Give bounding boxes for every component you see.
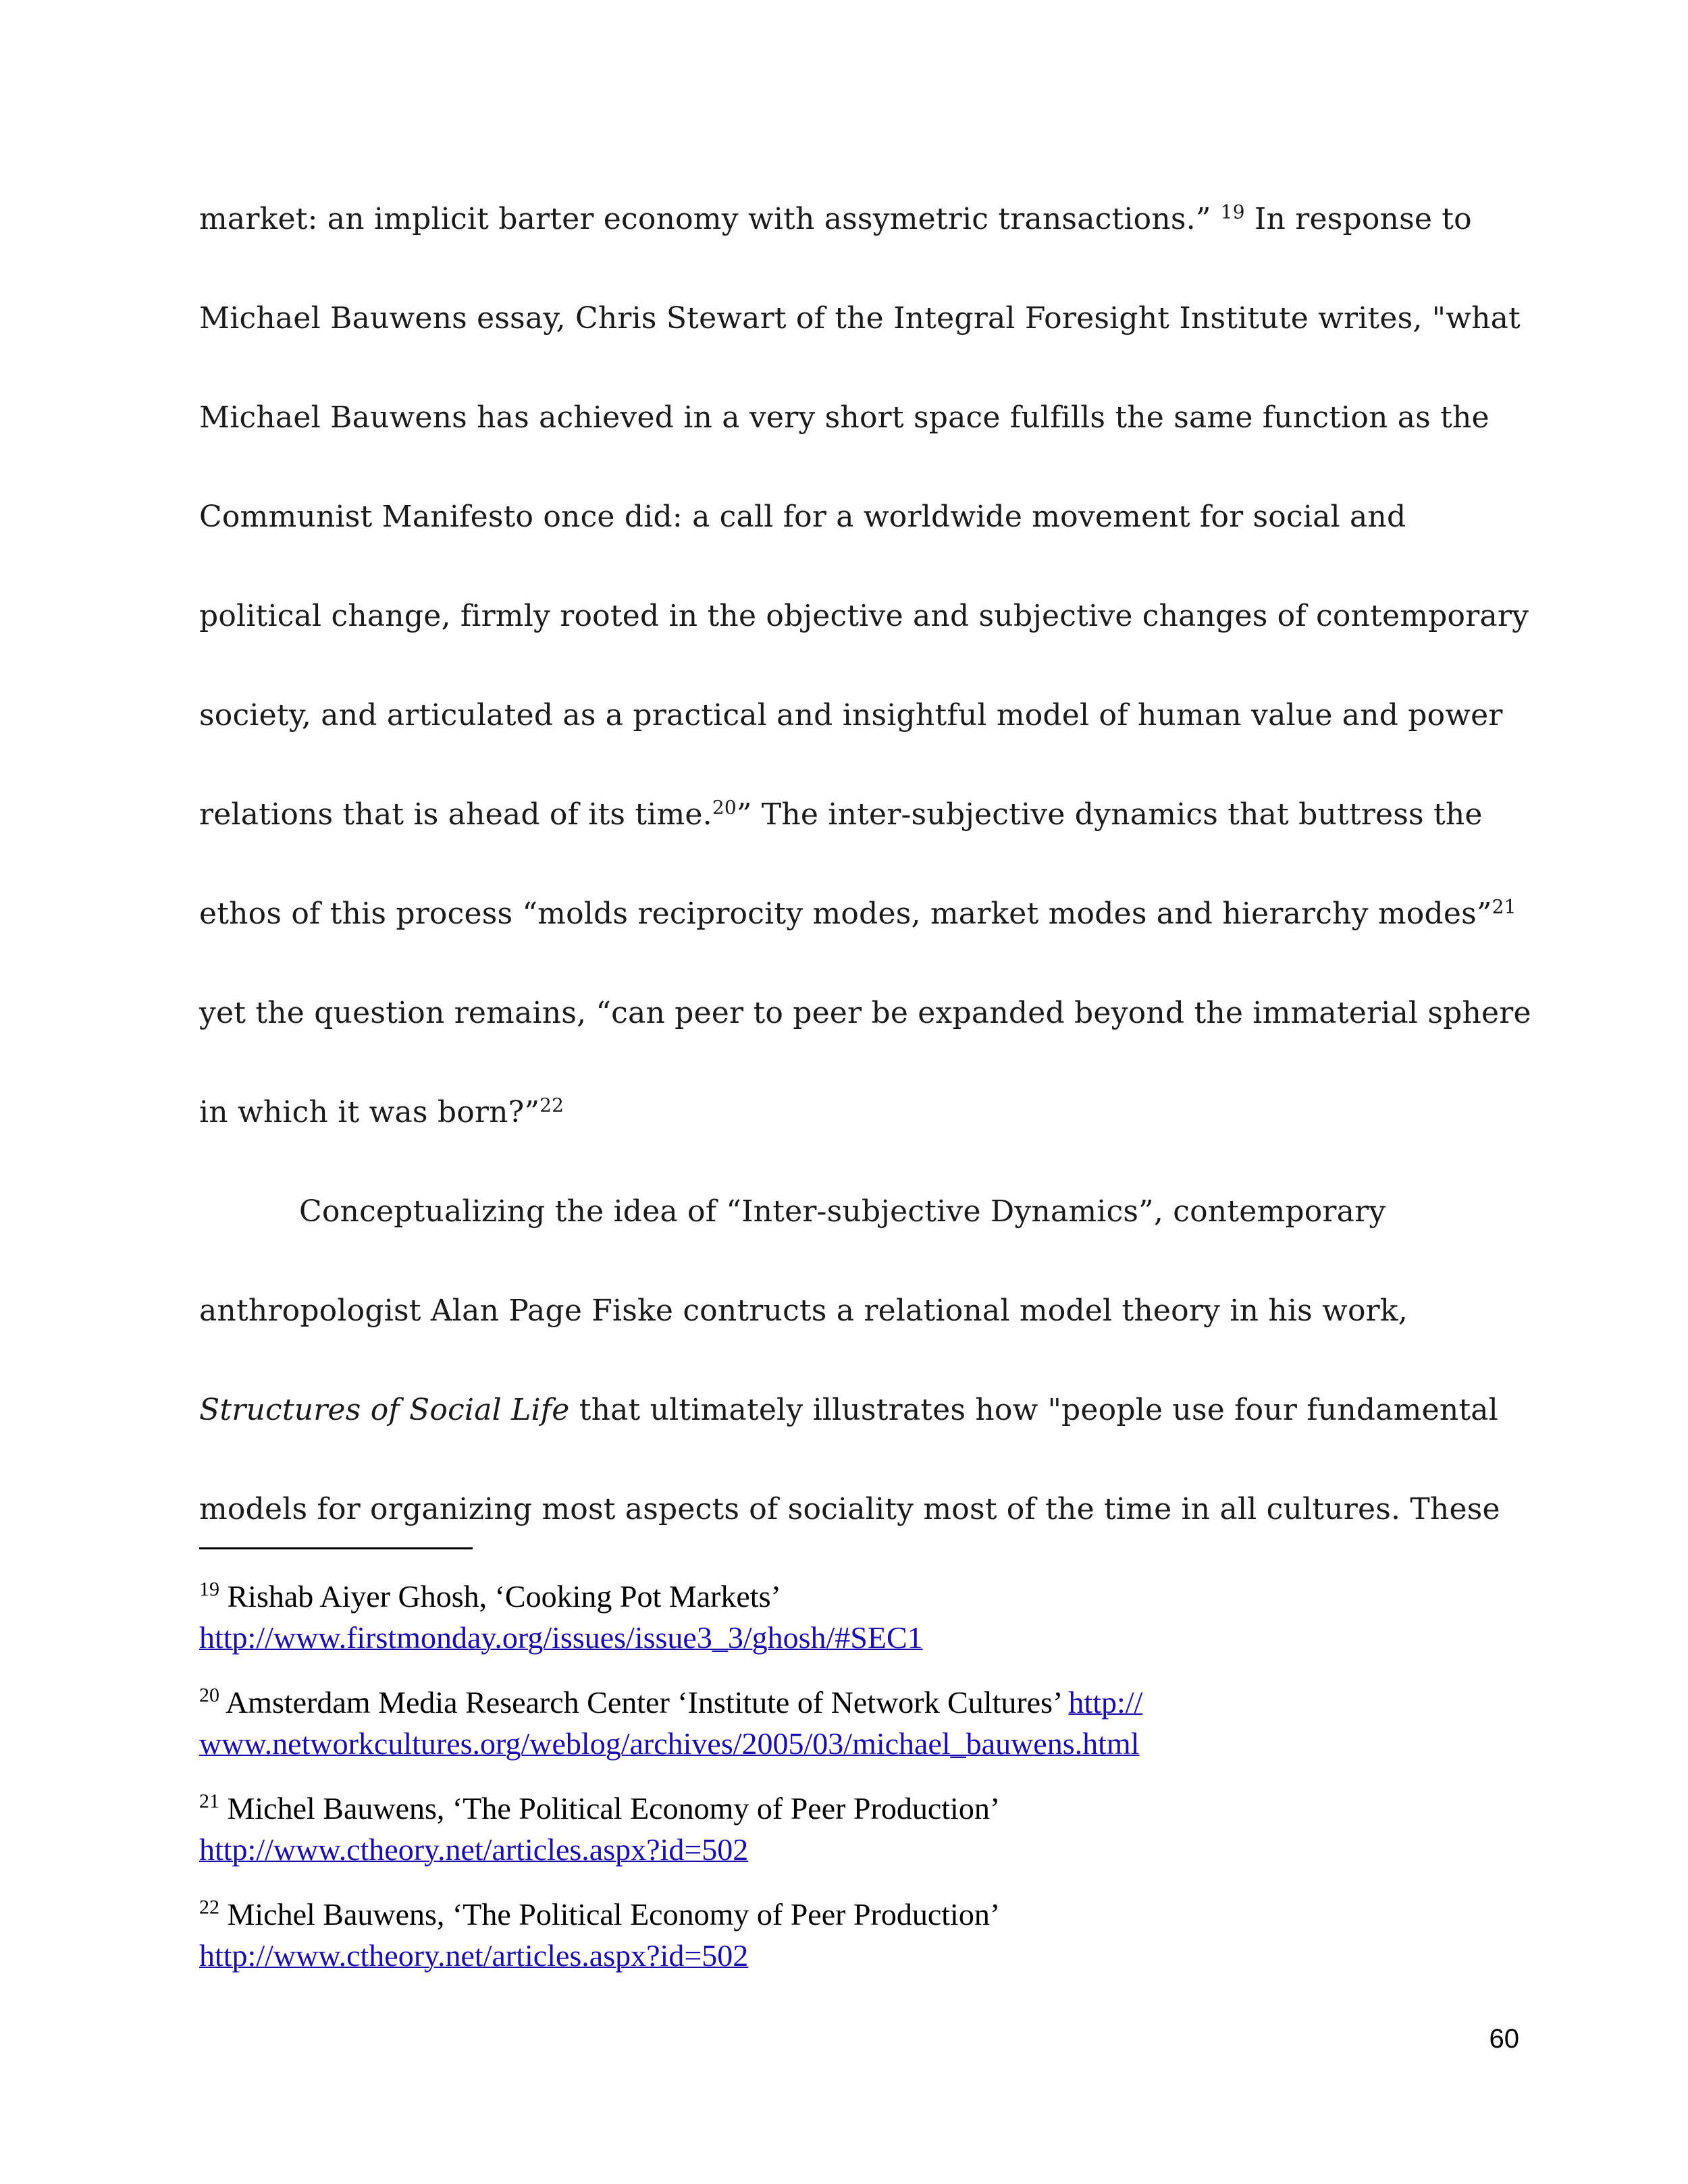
footnote-separator xyxy=(199,1547,473,1549)
body-line-5: political change, firmly rooted in the objective and subjective changes of contemporary xyxy=(199,599,1529,633)
page-number: 60 xyxy=(1489,2024,1519,2054)
footnote-text: Michel Bauwens, ‘The Political Economy of Peer Production’ xyxy=(219,1791,1001,1826)
footnote-ref-22[interactable]: 22 xyxy=(539,1094,564,1117)
footnote-number: 19 xyxy=(199,1578,219,1601)
footnote-link[interactable]: http://www.ctheory.net/articles.aspx?id=502 xyxy=(199,1832,749,1867)
body-text-span: that ultimately illustrates how "people use four fundamental xyxy=(569,1393,1498,1427)
body-text-span: ethos of this process “molds reciprocity modes, market modes and hierarchy modes” xyxy=(199,897,1492,931)
body-line-6: society, and articulated as a practical and insightful model of human value and power xyxy=(199,698,1503,733)
footnote-link[interactable]: http://www.ctheory.net/articles.aspx?id=502 xyxy=(199,1938,749,1973)
footnote-21-link-line xyxy=(199,1830,748,1870)
footnote-19 xyxy=(199,1576,781,1617)
footnote-22-link-line xyxy=(199,1936,748,1976)
body-line-11: Conceptualizing the idea of “Inter-subjective Dynamics”, contemporary xyxy=(299,1194,1386,1229)
footnote-text: Rishab Aiyer Ghosh, ‘Cooking Pot Markets’ xyxy=(219,1579,781,1614)
footnote-text: Michel Bauwens, ‘The Political Economy of Peer Production’ xyxy=(219,1897,1001,1932)
footnote-number: 20 xyxy=(199,1684,219,1707)
footnote-21 xyxy=(199,1788,1000,1829)
body-text-span: market: an implicit barter economy with assymetric transactions.” xyxy=(199,202,1221,236)
footnote-link[interactable]: http://www.firstmonday.org/issues/issue3_3/ghosh/#SEC1 xyxy=(199,1620,923,1655)
footnote-22 xyxy=(199,1894,1000,1935)
footnote-20-link-line xyxy=(199,1724,1139,1764)
footnote-ref-20[interactable]: 20 xyxy=(712,796,737,819)
body-line-9: yet the question remains, “can peer to peer be expanded beyond the immaterial sphere xyxy=(199,996,1531,1030)
body-line-12: anthropologist Alan Page Fiske contructs a relational model theory in his work, xyxy=(199,1294,1408,1328)
body-text-span: In response to xyxy=(1244,202,1472,236)
footnote-text: Amsterdam Media Research Center ‘Institute of Network Cultures’ xyxy=(219,1685,1069,1720)
footnote-19-link-line xyxy=(199,1618,923,1658)
footnote-number: 21 xyxy=(199,1790,219,1813)
body-line-1 xyxy=(199,199,1472,240)
body-line-3: Michael Bauwens has achieved in a very short space fulfills the same function as the xyxy=(199,400,1489,435)
footnote-link[interactable]: http:// xyxy=(1068,1685,1143,1720)
book-title: Structures of Social Life xyxy=(199,1393,570,1427)
body-line-7 xyxy=(199,795,1483,835)
body-line-4: Communist Manifesto once did: a call for a worldwide movement for social and xyxy=(199,500,1406,534)
footnote-ref-19[interactable]: 19 xyxy=(1220,201,1245,223)
body-line-10 xyxy=(199,1092,564,1133)
footnote-number: 22 xyxy=(199,1896,219,1919)
body-line-13 xyxy=(199,1390,1498,1431)
footnote-20 xyxy=(199,1682,1142,1723)
body-line-14: models for organizing most aspects of sociality most of the time in all cultures. These xyxy=(199,1492,1500,1526)
footnote-link[interactable]: www.networkcultures.org/weblog/archives/2005/03/michael_bauwens.html xyxy=(199,1726,1140,1761)
body-line-8 xyxy=(199,894,1516,934)
body-text-span: relations that is ahead of its time. xyxy=(199,797,712,832)
body-text-span: ” The inter-subjective dynamics that buttress the xyxy=(736,797,1483,832)
body-line-2: Michael Bauwens essay, Chris Stewart of the Integral Foresight Institute writes, "what xyxy=(199,301,1521,336)
body-text-span: in which it was born?” xyxy=(199,1095,540,1129)
footnote-ref-21[interactable]: 21 xyxy=(1492,895,1516,918)
